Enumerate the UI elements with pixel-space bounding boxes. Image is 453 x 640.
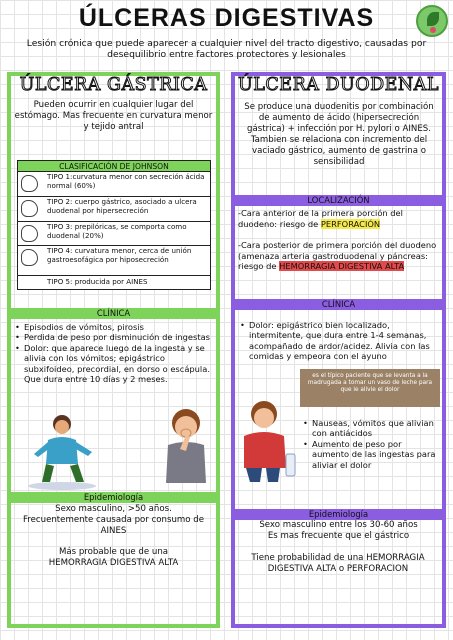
johnson-type: TIPO 2: cuerpo gástrico, asociado a ulcera duodenal por hipersecreción xyxy=(47,197,197,215)
duodenal-clinic-extra xyxy=(303,418,441,470)
gastric-epi-bar xyxy=(11,492,216,503)
hemorrhage-risk-badge: HEMORRAGIA DIGESTIVA ALTA xyxy=(279,261,405,272)
list-item: • Perdida de peso por disminución de ingestas xyxy=(15,332,215,342)
gastric-epi-2: Frecuentemente causada por consumo de AINES xyxy=(22,515,205,536)
stomach-icon xyxy=(21,200,38,217)
duodenal-clinic-list xyxy=(240,320,440,362)
list-item: • Dolor: epigástrico bien localizado, intermitente, que dura entre 1-4 semanas, acompañado de ardor/acidez. Alivia con las comidas y empeora con el ayuno xyxy=(240,320,440,362)
list-item: • Nauseas, vómitos que alivian con antiácidos xyxy=(303,418,441,439)
leaf-icon xyxy=(416,5,448,37)
duodenal-clinic-title: CLÍNICA xyxy=(321,299,356,309)
list-item: • Aumento de peso por aumento de las ingestas para aliviar el dolor xyxy=(303,439,441,470)
perforation-risk-badge: PERFORACIÓN xyxy=(320,218,381,229)
johnson-type: TIPO 3: prepilóricas, se comporta como duodenal (20%) xyxy=(47,222,187,240)
duodenal-intro: Se produce una duodenitis por combinación de aumento de ácido (hipersecreción gástrica) + infección por H. pylori o AINES. Tambien se relaciona con incremento del vaciado gástrico, aumento de gastrina o sensibilidad xyxy=(244,102,434,167)
gastric-clinic-list xyxy=(15,322,215,384)
duodenal-epi-title: Epidemiología xyxy=(308,509,369,519)
johnson-type: TIPO 4: curvatura menor, cerca de unión gastroesofágica por hiposecreción xyxy=(47,246,192,264)
gastric-clinic-title: CLÍNICA xyxy=(96,308,131,318)
page-subtitle: Lesión crónica que puede aparecer a cualquier nivel del tracto digestivo, causadas por desequilibrio entre factores protectores y lesionales xyxy=(26,38,427,60)
localization-bar xyxy=(235,195,442,206)
page-title: ÚLCERAS DIGESTIVAS xyxy=(78,4,375,32)
duodenal-heading: ÚLCERA DUODENAL xyxy=(238,75,439,95)
johnson-table xyxy=(17,160,211,290)
nauseous-boy-illustration xyxy=(160,405,212,490)
sick-person-illustration xyxy=(24,410,100,490)
gastric-epi-title: Epidemiología xyxy=(83,492,144,502)
gastric-epi-1: Sexo masculino, >50 años. xyxy=(55,504,172,514)
stomach-pain-boy-illustration xyxy=(240,398,298,484)
gastric-clinic-bar xyxy=(11,308,216,319)
duodenal-clinic-bar xyxy=(235,299,442,310)
patient-note: es el típico paciente que se levanta a la madrugada a tomar un vaso de leche para que le alivie el dolor xyxy=(300,369,440,407)
johnson-row xyxy=(18,276,210,290)
stomach-icon xyxy=(21,175,38,192)
stomach-icon xyxy=(21,225,38,242)
johnson-type: TIPO 5: producida por AINES xyxy=(47,277,148,286)
gastric-intro: Pueden ocurrir en cualquier lugar del estómago. Mas frecuente en curvatura menor y tejido antral xyxy=(14,100,213,132)
duodenal-epi-1: Sexo masculino entre los 30-60 años xyxy=(259,520,418,530)
localization-anterior xyxy=(238,208,442,229)
localization-posterior-text: -Cara posterior de primera porción del duodeno (amenaza arteria gastroduodenal y páncreas: riesgo de xyxy=(238,240,437,272)
duodenal-epi-2: Es mas frecuente que el gástrico xyxy=(267,531,410,541)
localization-anterior-text: -Cara anterior de la primera porción del duodeno: riesgo de xyxy=(238,208,403,229)
johnson-row xyxy=(18,222,210,246)
localization-title: LOCALIZACIÓN xyxy=(307,195,370,205)
stomach-icon xyxy=(21,249,38,266)
gastric-heading: ÚLCERA GÁSTRICA xyxy=(19,75,208,95)
johnson-title: CLASIFICACIÓN DE JOHNSON xyxy=(18,161,210,172)
johnson-type: TIPO 1:curvatura menor con secreción ácida normal (60%) xyxy=(47,172,205,190)
list-item: • Episodios de vómitos, pirosis xyxy=(15,322,215,332)
duodenal-epi-bar xyxy=(235,509,442,520)
johnson-row xyxy=(18,197,210,222)
list-item: • Dolor: que aparece luego de la ingesta y se alivia con los vómitos; epigástrico subxifoideo, precordial, en dorso o escápula. Que dura entre 10 días y 2 meses. xyxy=(15,343,215,385)
johnson-row xyxy=(18,246,210,276)
duodenal-epi-3: Tiene probabilidad de una HEMORRAGIA DIGESTIVA ALTA o PERFORACION xyxy=(251,553,425,574)
johnson-row xyxy=(18,172,210,197)
gastric-epi-3: Más probable que de una HEMORRAGIA DIGESTIVA ALTA xyxy=(48,547,179,568)
localization-posterior xyxy=(238,240,442,272)
